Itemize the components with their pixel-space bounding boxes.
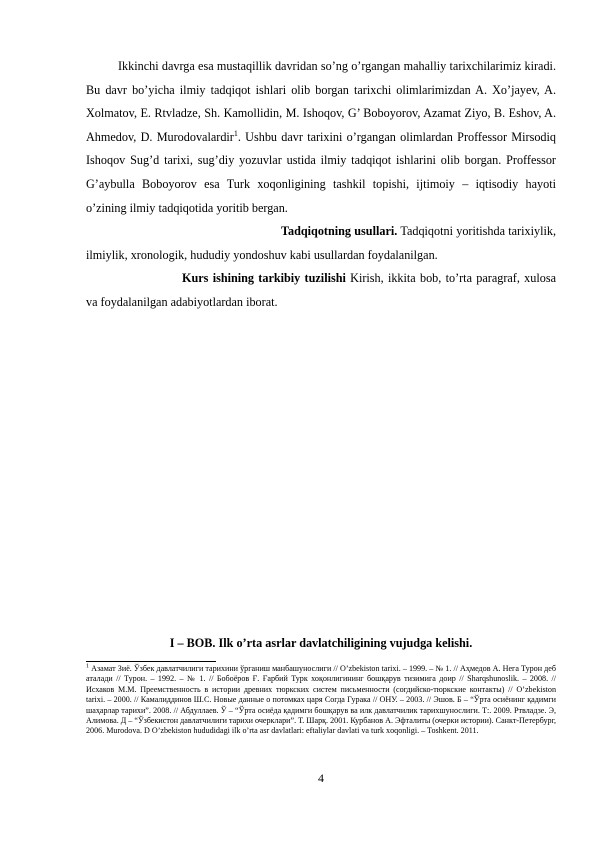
footnote-reference[interactable]: 1 (233, 128, 238, 138)
footnote (86, 664, 556, 737)
paragraph-text-continued: . Ushbu davr tarixini o’rgangan olimlardan Proffessor Mirsodiq Ishoqov Sug’d tarixi, sug’diy yozuvlar ustida ilmiy tadqiqot ishlarini olib borgan. Proffessor G’aybulla Boboyorov esa Turk xoqonligining tashkil topishi, ijtimoiy – iqtisodiy hayoti o’zining ilmiy tadqiqotida yoritib bergan. (86, 129, 556, 215)
methods-text: Tadqiqotni yoritishda tarixiylik, ilmiylik, xronologik, hududiy yondoshuv kabi usullardan foydalanilgan. (86, 224, 556, 262)
paragraph-methods (86, 220, 556, 267)
structure-heading: Kurs ishining tarkibiy tuzilishi (182, 271, 346, 286)
footnote-text: Азамат Зиё. Ўзбек давлатчилиги тарихини ўрганиш манбашунослиги // O’zbekiston tarixi. – 1999. – № 1. // Аҳмедов А. Нега Турон деб аталади // Турон. – 1992. – № 1. // Бобоёров Ғ. Ғарбий Турк хоқонлигининг бошқарув тизимига доир // Sharqshunoslik. – 2008. // Исхаков М.М. Преемственность в истории древних тюркских систем письменности (согдийско-тюркские контакты) // O’zbekiston tarixi. – 2000. // Камалиддинов Ш.С. Новые данные о потомках царя Согда Гурака // ОНУ. – 2003. // Эшов. Б – “Ўрта осиёнинг қадимги шаҳарлар тарихи”. 2008. // Абдуллаев. Ў – “Ўрта осиёда қадимги бошқарув ва илк давлатчилик тарихшунослиги. Т:. 2009. Ртвладзе. Э, Алимова. Д – “Ўзбекистон давлатчилиги тарихи очерклари”. Т. Шарқ. 2001. Курбанов А. Эфталиты (очерки истории). Санкт-Петербург, 2006. Murodova. D O’zbekiston hududidagi ilk o’rta asr davlatlari: eftaliylar davlati va turk xoqonligi. – Toshkent. 2011. (86, 664, 557, 736)
chapter-heading: I – BOB. Ilk o’rta asrlar davlatchiligining vujudga kelishi. (169, 636, 473, 650)
structure-text: Kirish, ikkita bob, to’rta paragraf, xulosa va foydalanilgan adabiyotlardan iborat. (86, 271, 556, 309)
footnote-mark: 1 (86, 663, 89, 670)
paragraph-structure (86, 267, 556, 314)
footnote-divider (86, 661, 216, 662)
page-number: 4 (318, 771, 324, 785)
paragraph-historiography (86, 55, 556, 220)
paragraph-text: Ikkinchi davrga esa mustaqillik davridan so’ng o’rgangan mahalliy tarixchilarimiz kiradi. Bu davr bo’yicha ilmiy tadqiqot ishlari olib borgan tarixchi olimlarimizdan A. Xo’jayev, A. Xolmatov, E. Rtvladze, Sh. Kamollidin, M. Ishoqov, G’ Boboyorov, Azamat Ziyo, B. Eshov, A. Ahmedov, D. Murodovalardir (86, 59, 556, 144)
methods-heading: Tadqiqotning usullari. (281, 224, 398, 239)
body-text (86, 55, 556, 315)
